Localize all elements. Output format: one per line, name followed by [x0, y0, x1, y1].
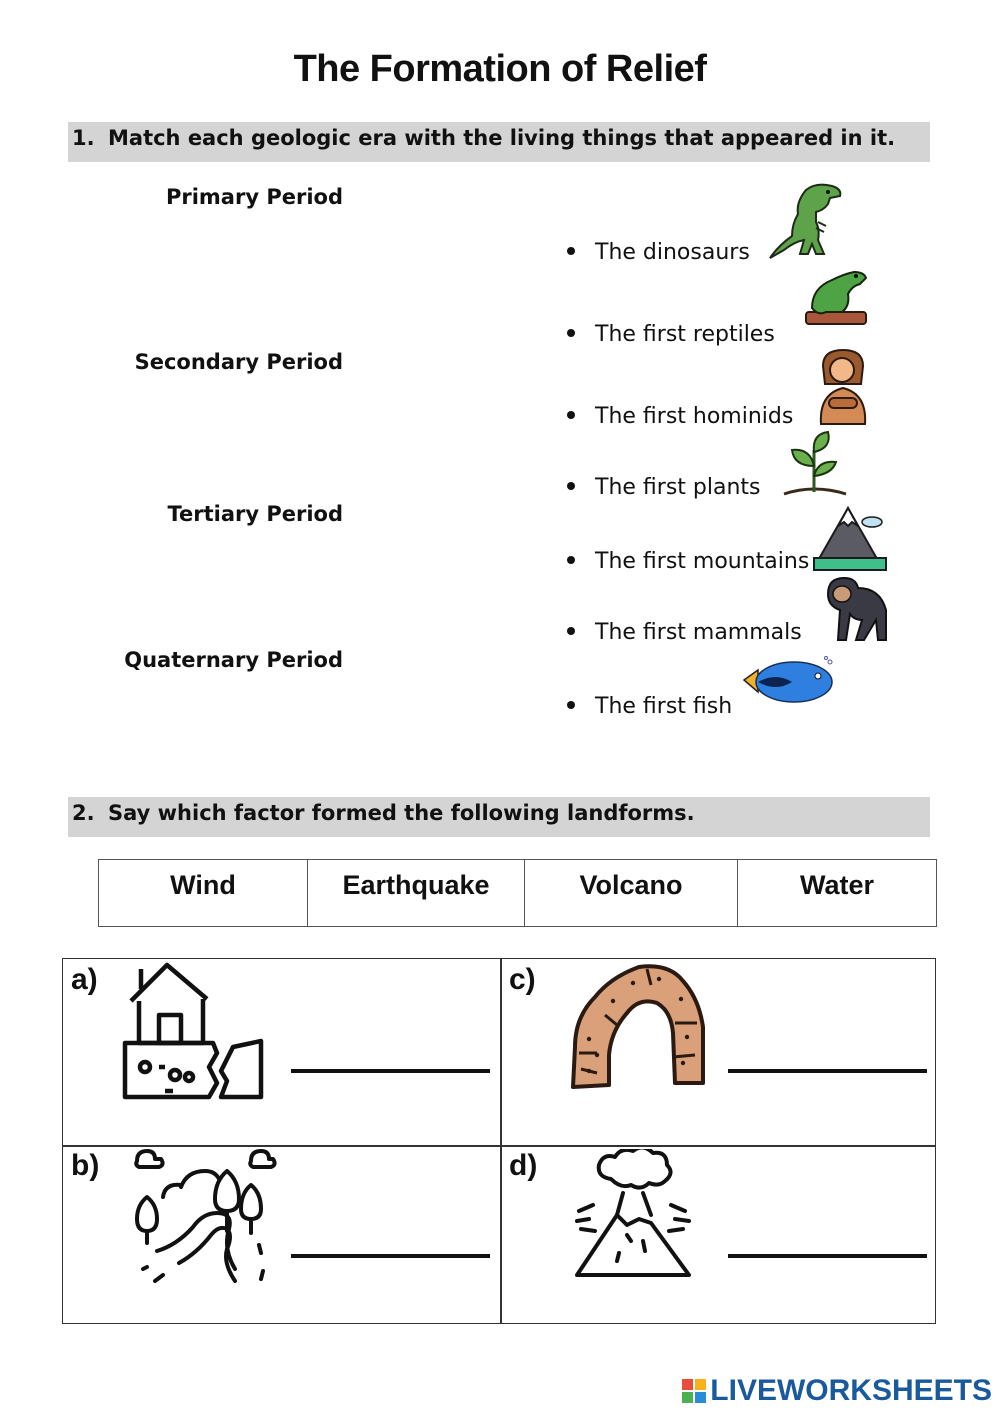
- bullet-icon: [567, 247, 575, 255]
- period-quaternary[interactable]: Quaternary Period: [124, 648, 343, 672]
- mountain-icon: [812, 502, 888, 572]
- section-1-header: [68, 122, 930, 162]
- period-tertiary[interactable]: Tertiary Period: [167, 502, 343, 526]
- living-thing-label: The first mountains: [595, 549, 810, 574]
- ape-icon: [818, 574, 888, 642]
- section-1-number: 1.: [72, 126, 95, 150]
- list-item[interactable]: [567, 473, 760, 503]
- answer-blank-a[interactable]: [291, 1069, 490, 1073]
- bullet-icon: [567, 701, 575, 709]
- list-item[interactable]: [567, 402, 793, 432]
- erupting-volcano-icon: [571, 1149, 701, 1281]
- logo-blocks-icon: [682, 1379, 706, 1403]
- factor-volcano[interactable]: Volcano: [525, 860, 738, 927]
- lizard-icon: [792, 268, 868, 334]
- item-label-b: b): [71, 1149, 100, 1182]
- item-label-d: d): [509, 1149, 538, 1182]
- rock-arch-icon: [567, 959, 707, 1091]
- factors-table: [98, 859, 937, 927]
- list-item[interactable]: [567, 692, 732, 722]
- sprout-icon: [782, 430, 848, 498]
- bullet-icon: [567, 482, 575, 490]
- river-landscape-icon: [127, 1145, 277, 1287]
- cracked-house-icon: [121, 959, 267, 1101]
- living-thing-label: The first fish: [595, 694, 733, 719]
- item-label-c: c): [509, 963, 536, 996]
- answer-blank-b[interactable]: [291, 1254, 490, 1258]
- living-thing-label: The first mammals: [595, 620, 802, 645]
- list-item[interactable]: [567, 547, 827, 577]
- factor-wind[interactable]: Wind: [99, 860, 308, 927]
- list-item[interactable]: [567, 618, 802, 648]
- list-item[interactable]: [567, 320, 775, 350]
- bullet-icon: [567, 411, 575, 419]
- period-primary[interactable]: Primary Period: [165, 185, 343, 209]
- landforms-grid: [62, 958, 936, 1324]
- living-thing-label: The dinosaurs: [595, 240, 750, 265]
- section-1-instruction: Match each geologic era with the living things that appeared in it.: [108, 126, 896, 150]
- grid-divider: [500, 959, 502, 1323]
- answer-blank-d[interactable]: [728, 1254, 927, 1258]
- section-2-number: 2.: [72, 801, 95, 825]
- section-2-header: [68, 797, 930, 837]
- bullet-icon: [567, 556, 575, 564]
- factor-water[interactable]: Water: [738, 860, 937, 927]
- factor-earthquake[interactable]: Earthquake: [308, 860, 525, 927]
- bullet-icon: [567, 329, 575, 337]
- bullet-icon: [567, 627, 575, 635]
- fish-icon: [742, 656, 838, 706]
- logo-text: LIVEWORKSHEETS: [710, 1374, 992, 1407]
- living-thing-label: The first reptiles: [595, 322, 775, 347]
- page-title: The Formation of Relief: [293, 48, 707, 90]
- period-secondary[interactable]: Secondary Period: [134, 350, 343, 374]
- item-label-a: a): [71, 963, 98, 996]
- dinosaur-icon: [762, 180, 846, 264]
- caveman-icon: [815, 348, 869, 426]
- living-thing-label: The first plants: [595, 475, 761, 500]
- liveworksheets-logo: [682, 1374, 992, 1408]
- list-item[interactable]: [567, 238, 750, 268]
- section-2-instruction: Say which factor formed the following landforms.: [108, 801, 695, 825]
- living-thing-label: The first hominids: [595, 404, 794, 429]
- answer-blank-c[interactable]: [728, 1069, 927, 1073]
